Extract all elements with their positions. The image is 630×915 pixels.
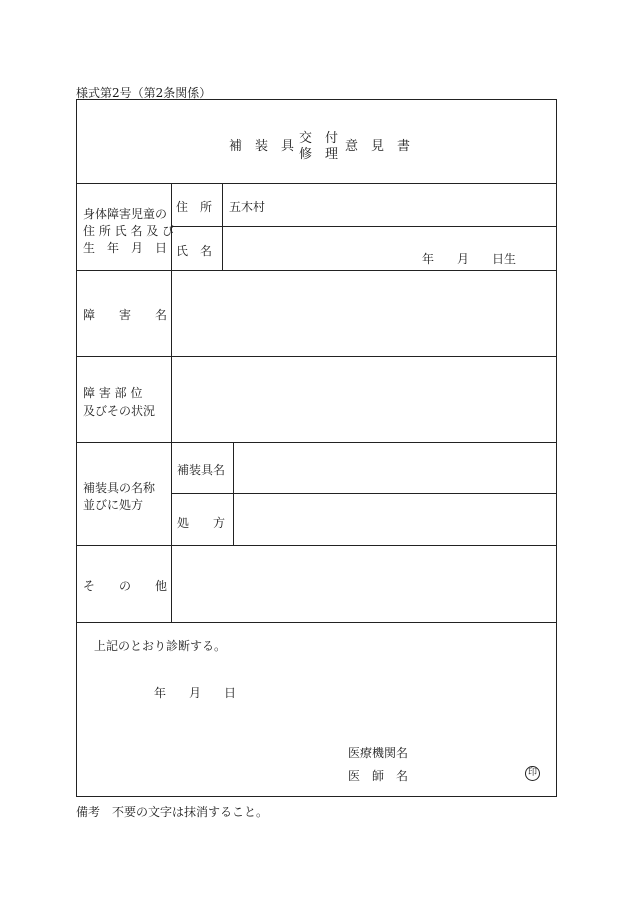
divider-title (76, 183, 557, 184)
other-field[interactable] (175, 549, 553, 618)
divider-applicant (76, 270, 557, 271)
prescription-label: 処 方 (177, 516, 226, 530)
doctor-label: 医 師 名 (348, 769, 409, 783)
disability-name-label: 障 害 名 (83, 308, 168, 322)
divider-disability-name (76, 356, 557, 357)
applicant-label-line2: 住 所 氏 名 及 び (83, 224, 175, 238)
title-suffix: 意 見 書 (345, 139, 411, 154)
divider-device (76, 545, 557, 546)
name-label: 氏 名 (176, 244, 213, 258)
disability-part-field[interactable] (175, 360, 553, 438)
device-name-label: 補装具名 (177, 463, 226, 477)
footer-note: 備考 不要の文字は抹消すること。 (76, 805, 269, 819)
birth-month-label: 月 (457, 252, 470, 266)
disability-name-field[interactable] (175, 274, 553, 352)
device-name-field[interactable] (237, 446, 553, 490)
form-number: 様式第2号（第2条関係） (76, 86, 212, 100)
divider-disability-part (76, 442, 557, 443)
birth-year-label: 年 (422, 252, 435, 266)
title-prefix: 補 装 具 (229, 139, 295, 154)
disability-part-label-line1: 障 害 部 位 (83, 386, 143, 400)
title-option-issue: 交 付 (299, 131, 339, 146)
label-column-divider (171, 183, 172, 622)
institution-label: 医療機関名 (348, 746, 409, 760)
applicant-label-line1: 身体障害児童の (83, 207, 168, 221)
address-value[interactable]: 五木村 (229, 200, 266, 214)
divider-device-prescription (171, 493, 557, 494)
applicant-sublabel-divider (222, 183, 223, 270)
divider-address-name (171, 226, 557, 227)
divider-other (76, 622, 557, 623)
prescription-field[interactable] (237, 497, 553, 541)
diagnosis-year-label: 年 (154, 686, 167, 700)
title-option-repair: 修 理 (299, 147, 339, 162)
device-label-line1: 補装具の名称 (83, 481, 156, 495)
device-sublabel-divider (233, 442, 234, 545)
diagnosis-day-label: 日 (224, 686, 237, 700)
applicant-label-line3: 生 年 月 日 (83, 241, 168, 255)
birth-day-label: 日生 (492, 252, 517, 266)
diagnosis-statement: 上記のとおり診断する。 (94, 639, 227, 653)
other-label: そ の 他 (83, 579, 168, 593)
diagnosis-month-label: 月 (189, 686, 202, 700)
seal-mark: 印 (525, 766, 540, 781)
disability-part-label-line2: 及びその状況 (83, 404, 156, 418)
address-label: 住 所 (176, 200, 213, 214)
device-label-line2: 並びに処方 (83, 498, 144, 512)
